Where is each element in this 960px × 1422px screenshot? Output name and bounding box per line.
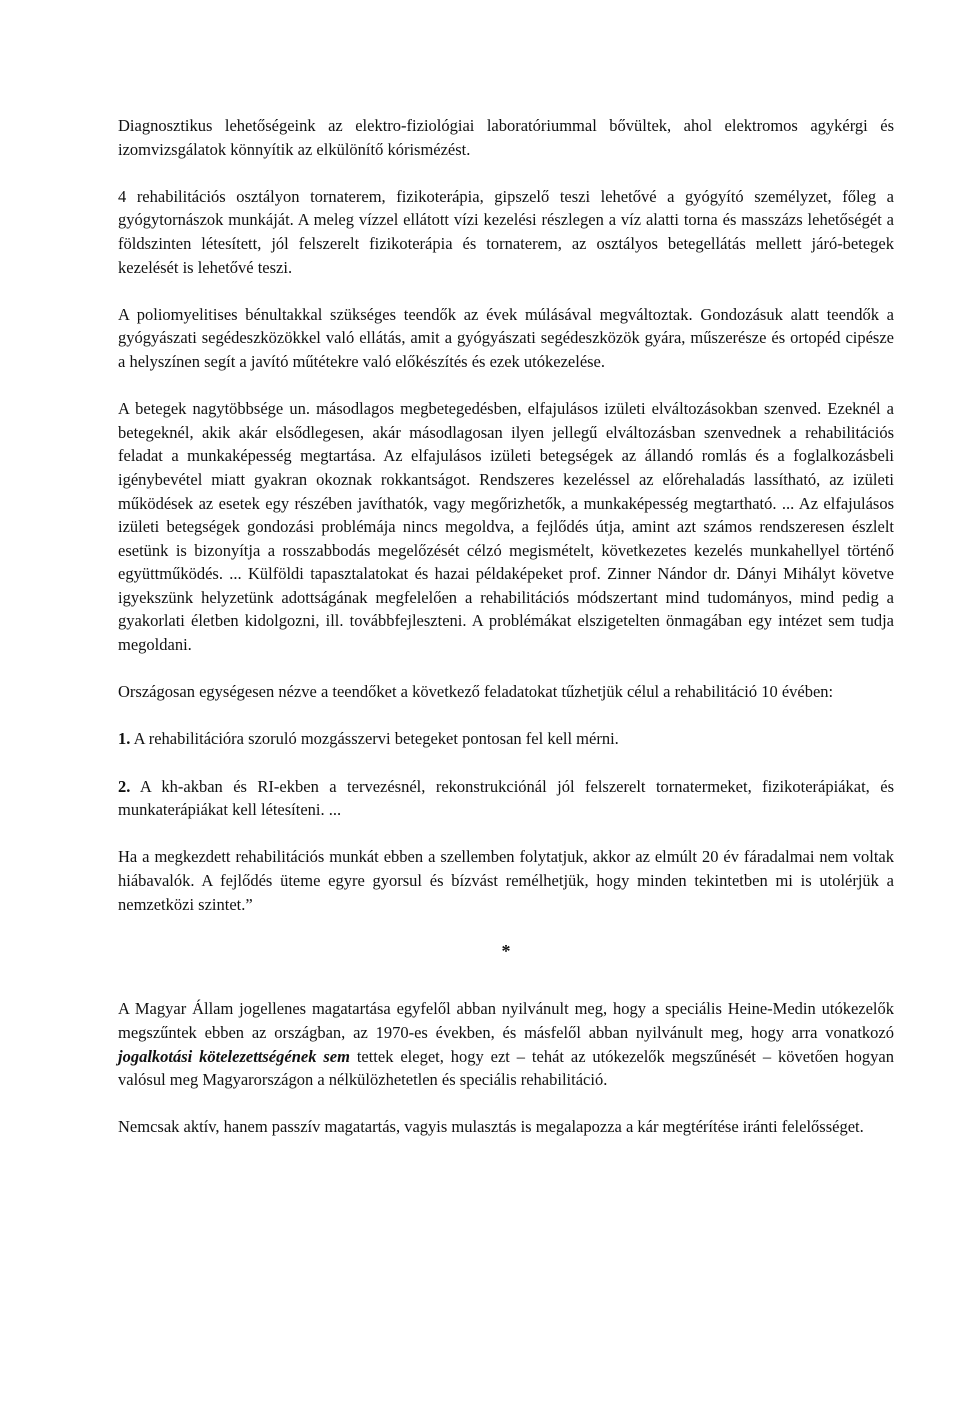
section-separator: * bbox=[501, 940, 511, 961]
paragraph-patients: A betegek nagytöbbsége un. másodlagos megbetegedésben, elfajulásos izületi elváltozásokban szenved. Ezeknél a betegeknél, akik akár elsődlegesen, akár másodlagosan ilyen jellegű elváltozásban szenvednek a rehabilitációs feladat a munkaképesség megtartása. Az elfajulásos izületi betegségek az állandó romlás és a foglalkozásbeli igénybevétel miatt gyakran okoznak rokkantságot. Rendszeres kezeléssel az előrehaladás lassítható, az izületi működések az esetek egy részében javíthatók, vagy megőrizhetők, a munkaképesség megtartható. ... Az elfajulásos izületi betegségek gondozási problémája nincs megoldva, a fejlődés útja, amint azt számos rendszeresen észlelt esetünk is bizonyítja a rosszabbodás megelőzését célzó megismételt, következetes kezelés munkahellyel történő együttműködés. ... Külföldi tapasztalatokat és hazai példaképeket prof. Zinner Nándor dr. Dányi Mihályt követve igyekszünk helyzetünk adottságának megfelelően a rehabilitációs módszertant mind tudományos, mind pedig a gyakorlati életben kidolgozni, ill. továbbfejleszteni. A problémákat elszigetelten önmagában egy intézet sem tudja megoldani. bbox=[118, 399, 894, 655]
list-number-2: 2. bbox=[118, 776, 131, 796]
list-item-2 bbox=[118, 775, 894, 822]
state-text-before: A Magyar Állam jogellenes magatartása egyfelől abban nyilvánult meg, hogy a speciális Heine-Medin utókezelők megszűntek ebben az országban, az 1970-es években, és másfelől abban nyilvánult meg, hogy arra vonatkozó bbox=[118, 999, 894, 1042]
paragraph-rehab-wards: 4 rehabilitációs osztályon tornaterem, fizikoterápia, gipszelő teszi lehetővé a gyógyító személyzet, főleg a gyógytornászok munkáját. A meleg vízzel ellátott vízi kezelési részlegen a víz alatti torna és masszázs lehetőségét a földszinten létesített, jól felszerelt fizikoterápia és tornaterem, az osztályos betegellátás mellett járó-betegek kezelését is lehetővé teszi. bbox=[118, 186, 894, 277]
paragraph-diagnostics: Diagnosztikus lehetőségeink az elektro-fiziológiai laboratóriummal bővültek, ahol elektromos agykérgi és izomvizsgálatok könnyítik az elkülönítő kórismézést. bbox=[118, 116, 894, 159]
paragraph-state-conduct bbox=[118, 997, 894, 1091]
paragraph-poliomyelitis: A poliomyelitises bénultakkal szükséges teendők az évek múlásával megváltoztak. Gondozásuk alatt teendők a gyógyászati segédeszközökkel való ellátás, amit a gyógyászati segédeszközök gyára, műszerésze és ortopéd cipésze a helyszínen segít a javító műtétekre való előkészítés és ezek utókezelése. bbox=[118, 304, 894, 371]
document-body bbox=[118, 114, 894, 1139]
list-text-2: A kh-akban és RI-ekben a tervezésnél, rekonstrukciónál jól felszerelt tornatermeket, fizikoterápiákat, és munkaterápiákat kell létesíteni. ... bbox=[118, 776, 894, 820]
list-item-1 bbox=[118, 727, 894, 751]
list-text-1: A rehabilitációra szoruló mozgásszervi betegeket pontosan fel kell mérni. bbox=[133, 729, 619, 749]
paragraph-national-goals: Országosan egységesen nézve a teendőket a következő feladatokat tűzhetjük célul a rehabilitáció 10 évében: bbox=[118, 682, 834, 702]
paragraph-liability: Nemcsak aktív, hanem passzív magatartás, vagyis mulasztás is megalapozza a kár megtérítése iránti felelősséget. bbox=[118, 1117, 864, 1137]
paragraph-closing-quote: Ha a megkezdett rehabilitációs munkát ebben a szellemben folytatjuk, akkor az elmúlt 20 év fáradalmai nem voltak hiábavalók. A fejlődés üteme egyre gyorsul és bízvást remélhetjük, hogy minden tekintetben mi is utolérjük a nemzetközi szintet.” bbox=[118, 847, 894, 914]
state-text-after: tettek eleget, hogy ezt – tehát az utókezelők megszűnését – követően hogyan valósul meg Magyarországon a nélkülözhetetlen és speciális rehabilitáció. bbox=[118, 1046, 894, 1090]
list-number-1: 1. bbox=[118, 729, 131, 749]
state-text-emphasis: jogalkotási kötelezettségének sem bbox=[118, 1046, 350, 1066]
